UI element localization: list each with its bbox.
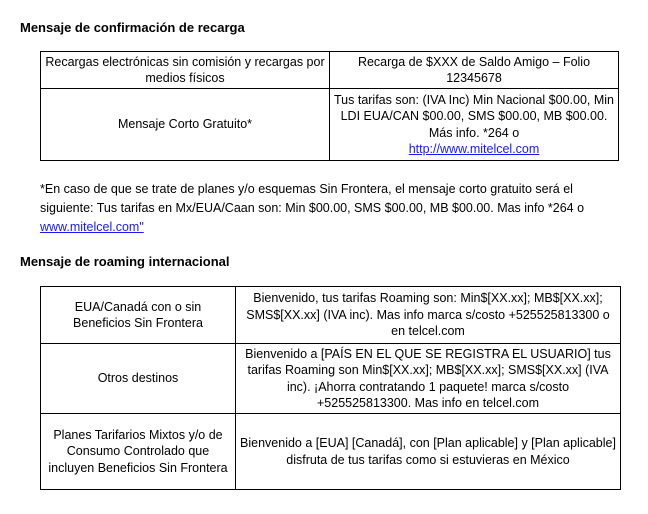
table-cell-label: Mensaje Corto Gratuito* — [41, 89, 330, 161]
note-text: *En caso de que se trate de planes y/o esquemas Sin Frontera, el mensaje corto gratuito será el siguiente: Tus tarifas en Mx/EUA/Caan son: Min $00.00, SMS $00.00, MB $00.00. Mas info *264 o — [40, 182, 585, 215]
roaming-table — [40, 286, 621, 490]
recarga-table — [40, 51, 619, 161]
section-title-roaming: Mensaje de roaming internacional — [20, 254, 230, 269]
table-row — [41, 414, 621, 490]
table-cell-message: Bienvenido a [EUA] [Canadá], con [Plan aplicable] y [Plan aplicable] disfruta de tus tarifas como si estuvieras en México — [236, 414, 621, 490]
table-cell-message: Bienvenido a [PAÍS EN EL QUE SE REGISTRA EL USUARIO] tus tarifas Roaming son Min$[XX.xx]; MB$[XX.xx]; SMS$[XX.xx] (IVA inc). ¡Ahorra contratando 1 paquete! marca s/costo +525525813300. Mas info en telcel.com — [236, 344, 621, 414]
table-cell-label: Recargas electrónicas sin comisión y recargas por medios físicos — [41, 52, 330, 89]
table-cell-label: Planes Tarifarios Mixtos y/o de Consumo Controlado que incluyen Beneficios Sin Frontera — [41, 414, 236, 490]
table-row — [41, 52, 619, 89]
table-cell-message — [330, 89, 619, 161]
note-mitelcel-link[interactable]: www.mitelcel.com" — [40, 220, 144, 234]
table-cell-message: Recarga de $XXX de Saldo Amigo – Folio 12345678 — [330, 52, 619, 89]
table-row — [41, 344, 621, 414]
table-row — [41, 287, 621, 344]
message-text: Tus tarifas son: (IVA Inc) Min Nacional $00.00, Min LDI EUA/CAN $00.00, SMS $00.00, MB $00.00. Más info. *264 o — [334, 92, 614, 140]
mitelcel-link[interactable]: http://www.mitelcel.com — [408, 142, 540, 156]
table-cell-label: EUA/Canadá con o sin Beneficios Sin Frontera — [41, 287, 236, 344]
section-title-recarga: Mensaje de confirmación de recarga — [20, 20, 245, 35]
sin-frontera-note — [40, 180, 615, 237]
table-cell-message: Bienvenido, tus tarifas Roaming son: Min$[XX.xx]; MB$[XX.xx]; SMS$[XX.xx] (IVA inc). Mas info marca s/costo +525525813300 o en telcel.com — [236, 287, 621, 344]
table-row — [41, 89, 619, 161]
table-cell-label: Otros destinos — [41, 344, 236, 414]
